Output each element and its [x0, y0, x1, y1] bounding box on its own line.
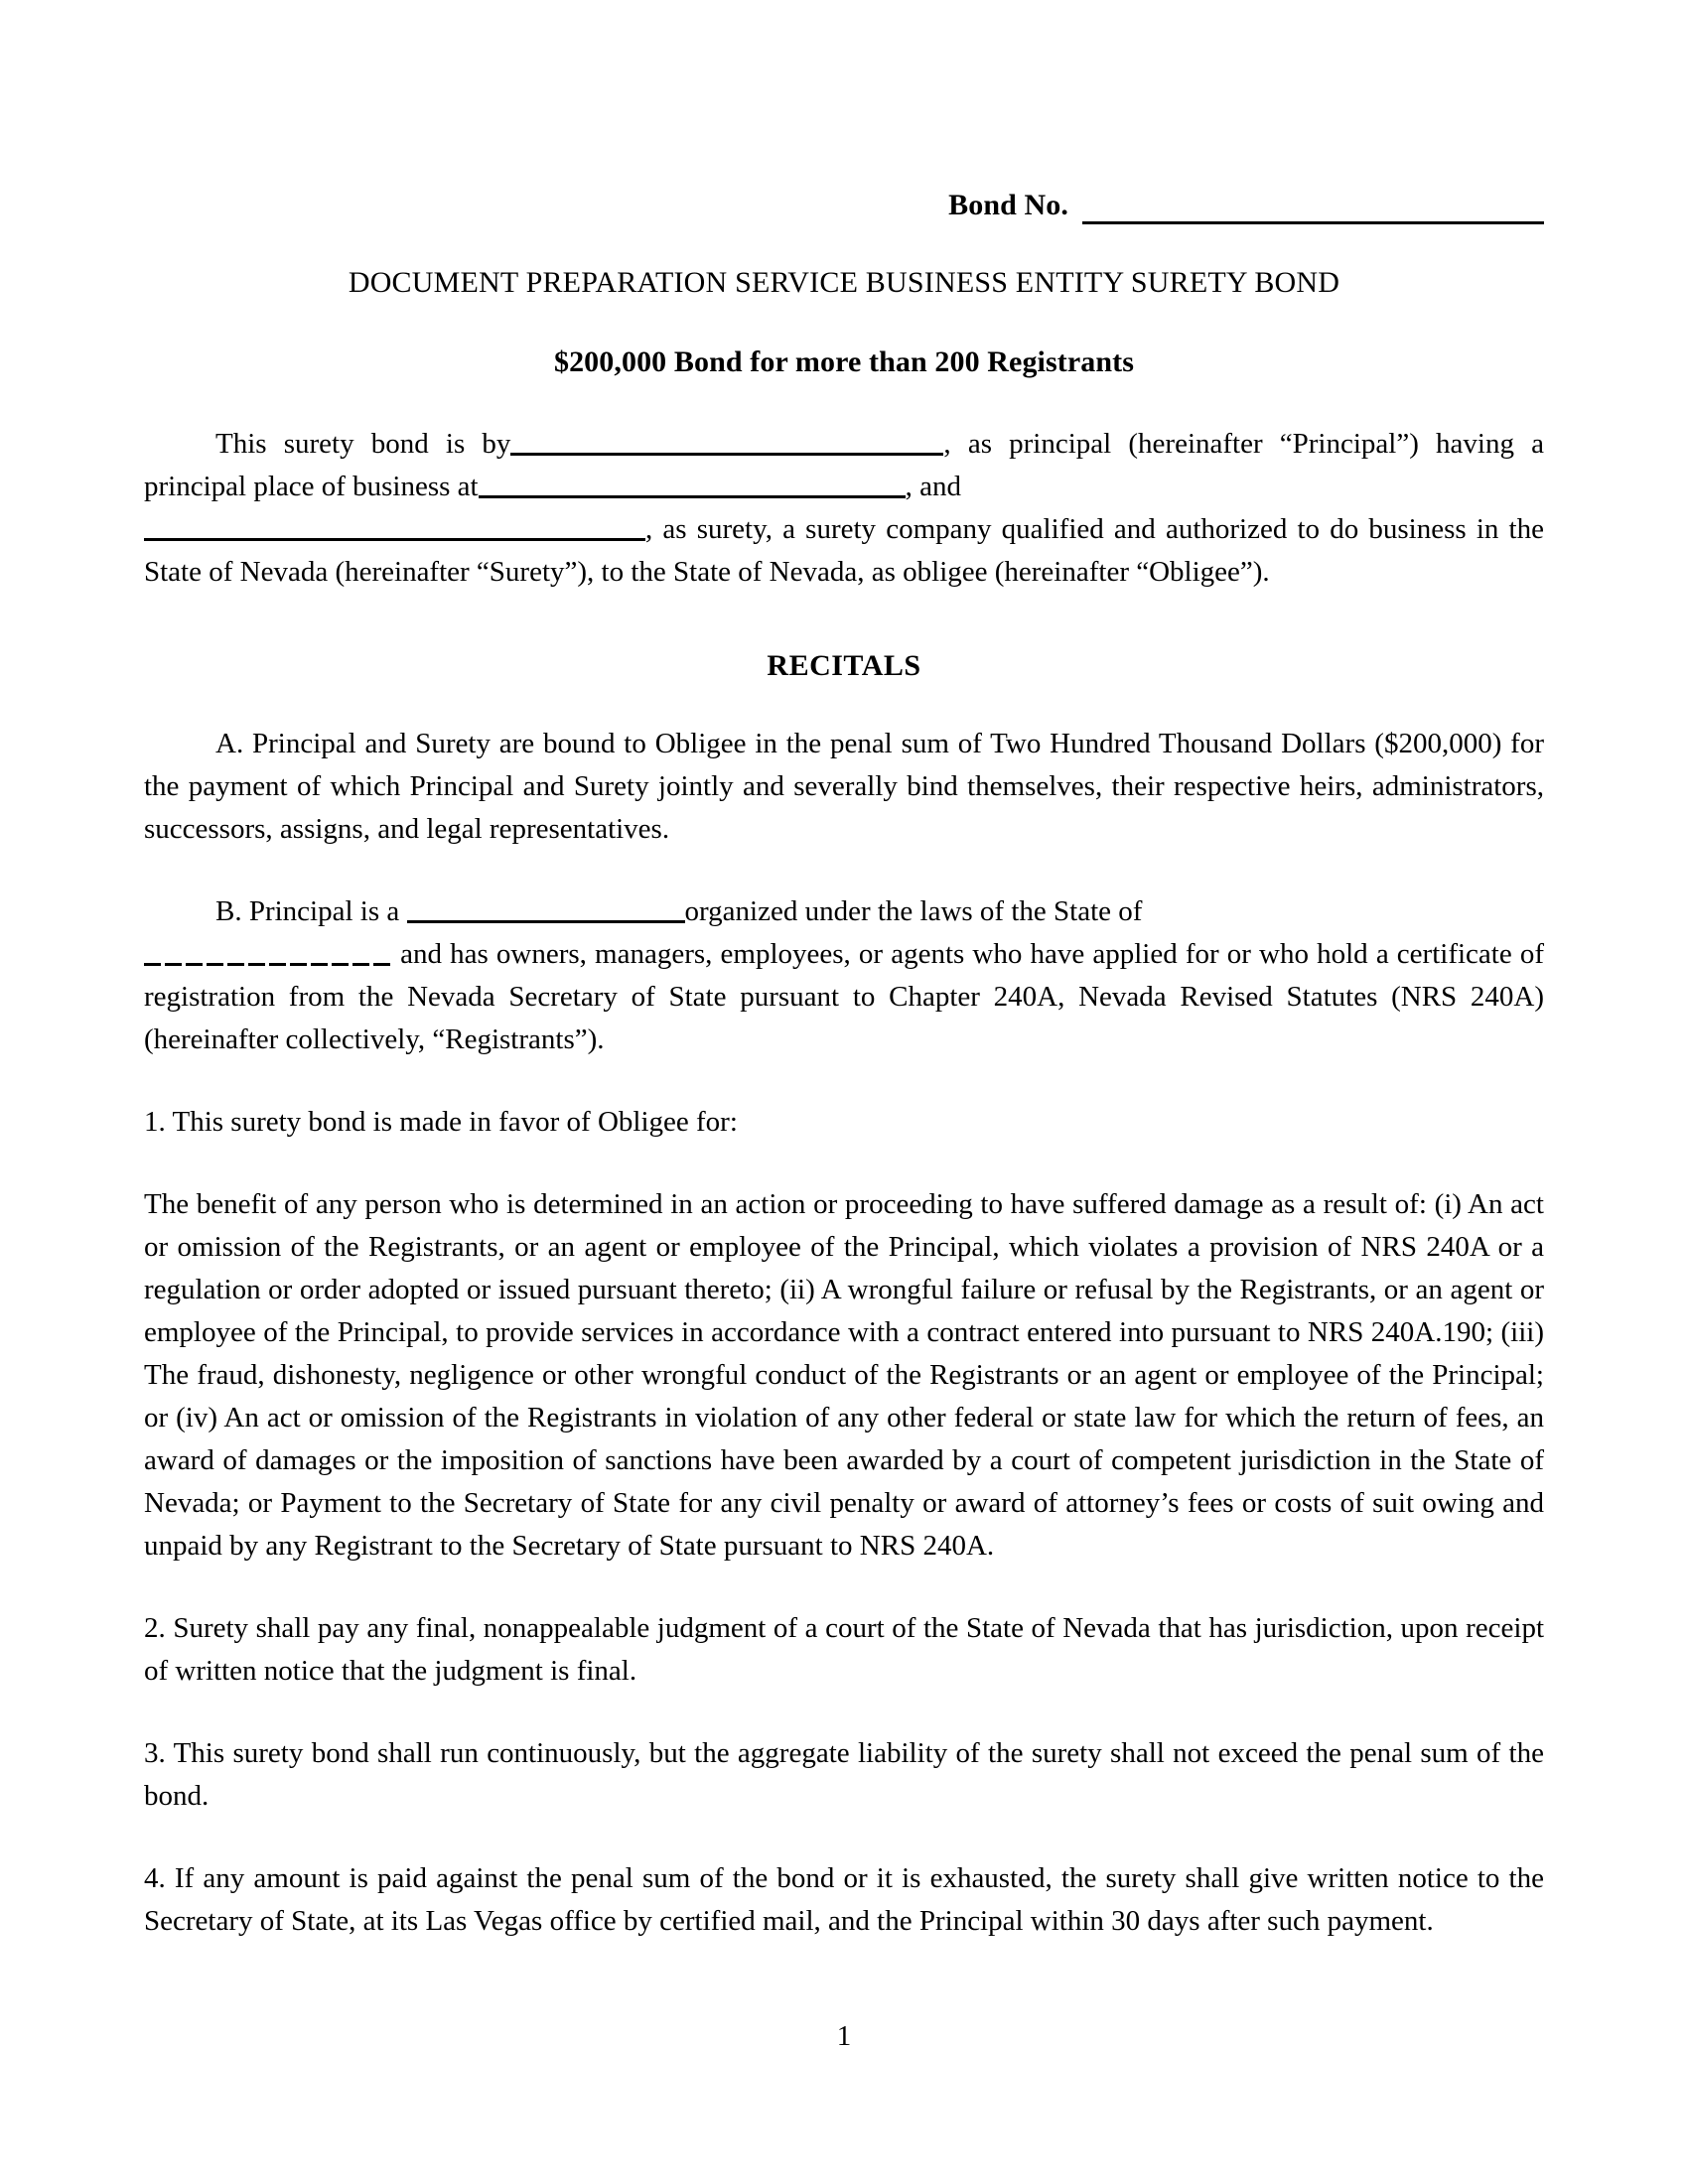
intro-text-part1: This surety bond is by [215, 428, 511, 460]
clause-3: 3. This surety bond shall run continuously, but the aggregate liability of the surety shall not exceed the penal sum of the bond. [144, 1737, 1544, 1812]
clause-2: 2. Surety shall pay any final, nonappealable judgment of a court of the State of Nevada that has jurisdiction, upon receipt of written notice that the judgment is final. [144, 1612, 1544, 1687]
recital-b-part3: and has owners, managers, employees, or agents who have applied for or who hold a certificate of registration from the Nevada Secretary of State pursuant to Chapter 240A, Nevada Revised Statutes (NRS 240A) (hereinafter collectively, “Registrants”). [144, 938, 1544, 1055]
entity-type-blank[interactable] [407, 898, 685, 923]
page-number: 1 [836, 2020, 852, 2052]
recital-b-part2: organized under the laws of the State of [684, 895, 1143, 927]
document-content [144, 0, 1544, 1943]
clause-1: 1. This surety bond is made in favor of Obligee for: [144, 1106, 738, 1138]
recital-b [144, 890, 1544, 1061]
recital-a: A. Principal and Surety are bound to Obligee in the penal sum of Two Hundred Thousand Dollars ($200,000) for the payment of which Principal and Surety jointly and severally bind themselves, their respective heirs, administrators, successors, assigns, and legal representatives. [144, 728, 1544, 845]
principal-name-blank[interactable] [510, 431, 943, 456]
page-subtitle: $200,000 Bond for more than 200 Registrants [553, 345, 1135, 378]
bond-number-label: Bond No. [948, 189, 1068, 221]
recital-b-part1: B. Principal is a [215, 895, 407, 927]
intro-text-part2: , as principal (hereinafter “Principal”) having a principal place of business at [144, 428, 1544, 502]
intro-text-part4: , as surety, a surety company qualified and authorized to do business in the State of Nevada (hereinafter “Surety”), to the State of Nevada, as obligee (hereinafter “Obligee”). [144, 513, 1544, 588]
bond-number-row [144, 189, 1544, 224]
surety-name-blank[interactable] [144, 516, 645, 541]
intro-text-part3: , and [905, 471, 961, 502]
page-title: DOCUMENT PREPARATION SERVICE BUSINESS ENTITY SURETY BOND [348, 266, 1340, 299]
clause-1-body: The benefit of any person who is determined in an action or proceeding to have suffered damage as a result of: (i) An act or omission of the Registrants, or an agent or employee of the Principal, which violates a provision of NRS 240A or a regulation or order adopted or issued pursuant thereto; (ii) A wrongful failure or refusal by the Registrants, or an agent or employee of the Principal, to provide services in accordance with a contract entered into pursuant to NRS 240A.190; (iii) The fraud, dishonesty, negligence or other wrongful conduct of the Registrants or an agent or employee of the Principal; or (iv) An act or omission of the Registrants in violation of any other federal or state law for which the return of fees, an award of damages or the imposition of sanctions have been awarded by a court of competent jurisdiction in the State of Nevada; or Payment to the Secretary of State for any civil penalty or award of attorney’s fees or costs of suit owing and unpaid by any Registrant to the Secretary of State pursuant to NRS 240A. [144, 1188, 1544, 1562]
bond-number-input[interactable] [1082, 192, 1544, 224]
recitals-heading: RECITALS [767, 649, 921, 682]
clause-4: 4. If any amount is paid against the penal sum of the bond or it is exhausted, the surety shall give written notice to the Secretary of State, at its Las Vegas office by certified mail, and the Principal within 30 days after such payment. [144, 1862, 1544, 1937]
intro-paragraph [144, 423, 1544, 594]
principal-address-blank[interactable] [479, 474, 906, 498]
state-of-organization-blank[interactable] [144, 944, 392, 966]
